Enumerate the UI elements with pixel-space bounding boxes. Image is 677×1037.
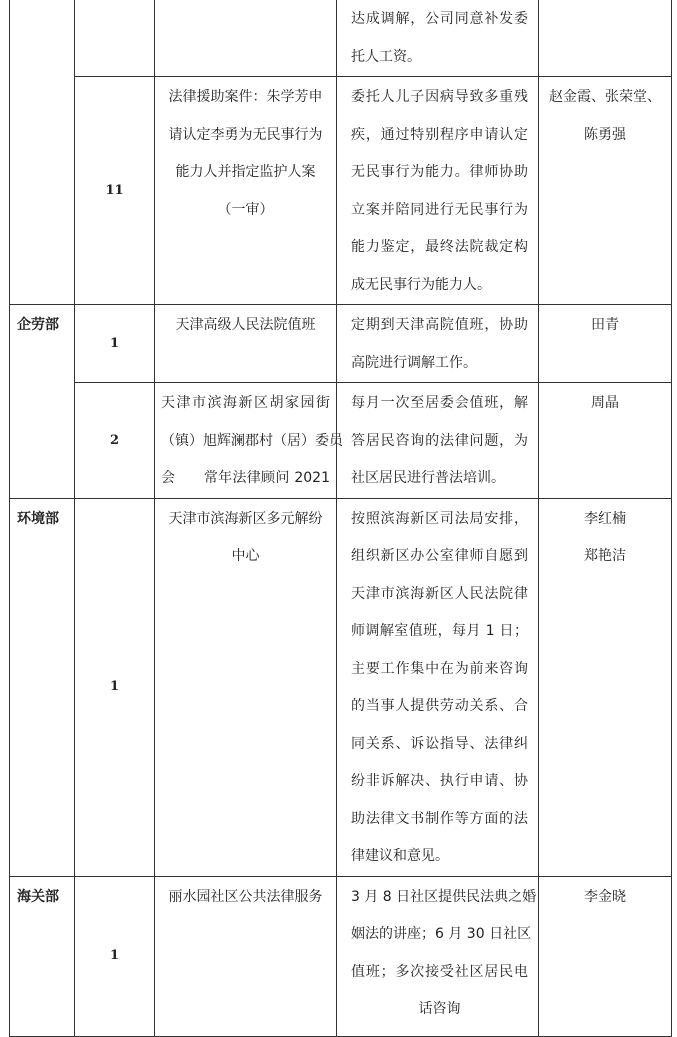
work-cell (337, 498, 539, 876)
table-row (10, 0, 672, 77)
work-line: 值班；多次接受社区居民电 (351, 963, 528, 980)
project-cell (155, 876, 337, 1036)
work-line: 同关系、诉讼指导、法律纠 (351, 735, 528, 752)
row-number: 1 (109, 335, 120, 351)
work-line: 达成调解，公司同意补发委 (351, 11, 528, 27)
person-line: 田青 (591, 317, 619, 333)
project-cell (155, 305, 337, 383)
work-cell (337, 77, 539, 305)
work-line: 的当事人提供劳动关系、合 (351, 698, 528, 714)
project-line: 法律援助案件：朱学芳申 (168, 89, 323, 105)
work-line: 天津市滨海新区人民法院律 (351, 585, 528, 602)
num-cell (75, 383, 155, 499)
work-line: 按照滨海新区司法局安排， (351, 510, 528, 527)
work-line: 话咨询 (418, 1001, 461, 1017)
work-cell (337, 0, 539, 77)
row-number: 11 (105, 182, 124, 198)
people-cell (539, 305, 672, 383)
work-line: 定期到天津高院值班，协助 (351, 317, 528, 333)
person-line: 李红楠 (584, 510, 626, 527)
people-cell (539, 498, 672, 876)
work-line: 委托人儿子因病导致多重残 (351, 89, 528, 105)
row-number: 2 (109, 432, 120, 448)
work-line: 立案并陪同进行无民事行为 (351, 201, 528, 218)
project-cell (155, 498, 337, 876)
work-line: 主要工作集中在为前来咨询 (351, 660, 528, 677)
num-cell (75, 305, 155, 383)
dept-label: 企劳部 (17, 317, 59, 333)
project-line: 会 常年法律顾问 2021 (161, 470, 330, 486)
project-line: （镇）旭辉澜郡村（居）委员 (161, 432, 343, 449)
dept-cell (10, 0, 75, 305)
project-cell (155, 77, 337, 305)
project-line: （一审） (217, 201, 274, 218)
table-row (10, 498, 672, 876)
table-row (10, 77, 672, 305)
row-number: 1 (109, 948, 120, 964)
work-line: 助法律文书制作等方面的法 (351, 810, 528, 827)
row-number: 1 (109, 679, 120, 695)
work-line: 纷非诉解决、执行申请、协 (351, 773, 528, 789)
work-line: 姻法的讲座；6 月 30 日社区 (351, 926, 532, 942)
dept-label: 海关部 (17, 888, 59, 905)
person-line: 郑艳洁 (584, 548, 626, 564)
table-row (10, 876, 672, 1036)
work-line: 3 月 8 日社区提供民法典之婚 (351, 888, 537, 905)
project-line: 天津市滨海新区多元解纷 (168, 510, 323, 527)
work-line: 托人工资。 (351, 48, 421, 65)
work-line: 组织新区办公室律师自愿到 (351, 548, 528, 564)
work-line: 高院进行调解工作。 (351, 354, 477, 371)
work-line: 疾，通过特别程序申请认定 (351, 126, 528, 143)
table-body (10, 0, 672, 1036)
table-row (10, 305, 672, 383)
person-line: 赵金霞、张荣堂、 (549, 89, 661, 105)
table-row (10, 383, 672, 499)
num-cell (75, 498, 155, 876)
work-line: 成无民事行为能力人。 (351, 276, 491, 293)
project-line: 丽水园社区公共法律服务 (168, 888, 323, 905)
work-line: 师调解室值班，每月 1 日； (351, 623, 528, 639)
dept-label: 环境部 (17, 510, 59, 527)
people-cell (539, 876, 672, 1036)
project-line: 请认定李勇为无民事行为 (168, 126, 323, 143)
people-cell (539, 77, 672, 305)
work-line: 社区居民进行普法培训。 (351, 470, 505, 486)
work-line: 能力鉴定，最终法院裁定构 (351, 239, 528, 255)
dept-cell (10, 876, 75, 1036)
person-line: 周晶 (591, 395, 619, 411)
work-cell (337, 383, 539, 499)
dept-cell (10, 498, 75, 876)
project-line: 中心 (231, 548, 260, 564)
dept-cell (10, 305, 75, 499)
num-cell (75, 876, 155, 1036)
legal-service-table (9, 0, 672, 1037)
work-line: 无民事行为能力。律师协助 (351, 164, 528, 180)
person-line: 李金晓 (584, 888, 626, 905)
project-line: 天津市滨海新区胡家园街 (161, 395, 330, 411)
work-line: 答居民咨询的法律问题，为 (351, 432, 528, 449)
project-line: 能力人并指定监护人案 (175, 164, 316, 180)
work-line: 每月一次至居委会值班，解 (351, 395, 528, 411)
work-cell (337, 305, 539, 383)
work-cell (337, 876, 539, 1036)
person-line: 陈勇强 (584, 126, 626, 143)
project-cell (155, 383, 343, 499)
num-cell (75, 0, 155, 77)
num-cell (75, 77, 155, 305)
people-cell (539, 383, 672, 499)
project-cell (155, 0, 337, 77)
work-line: 律建议和意见。 (351, 848, 449, 864)
project-line: 天津高级人民法院值班 (175, 317, 316, 333)
people-cell (539, 0, 672, 77)
